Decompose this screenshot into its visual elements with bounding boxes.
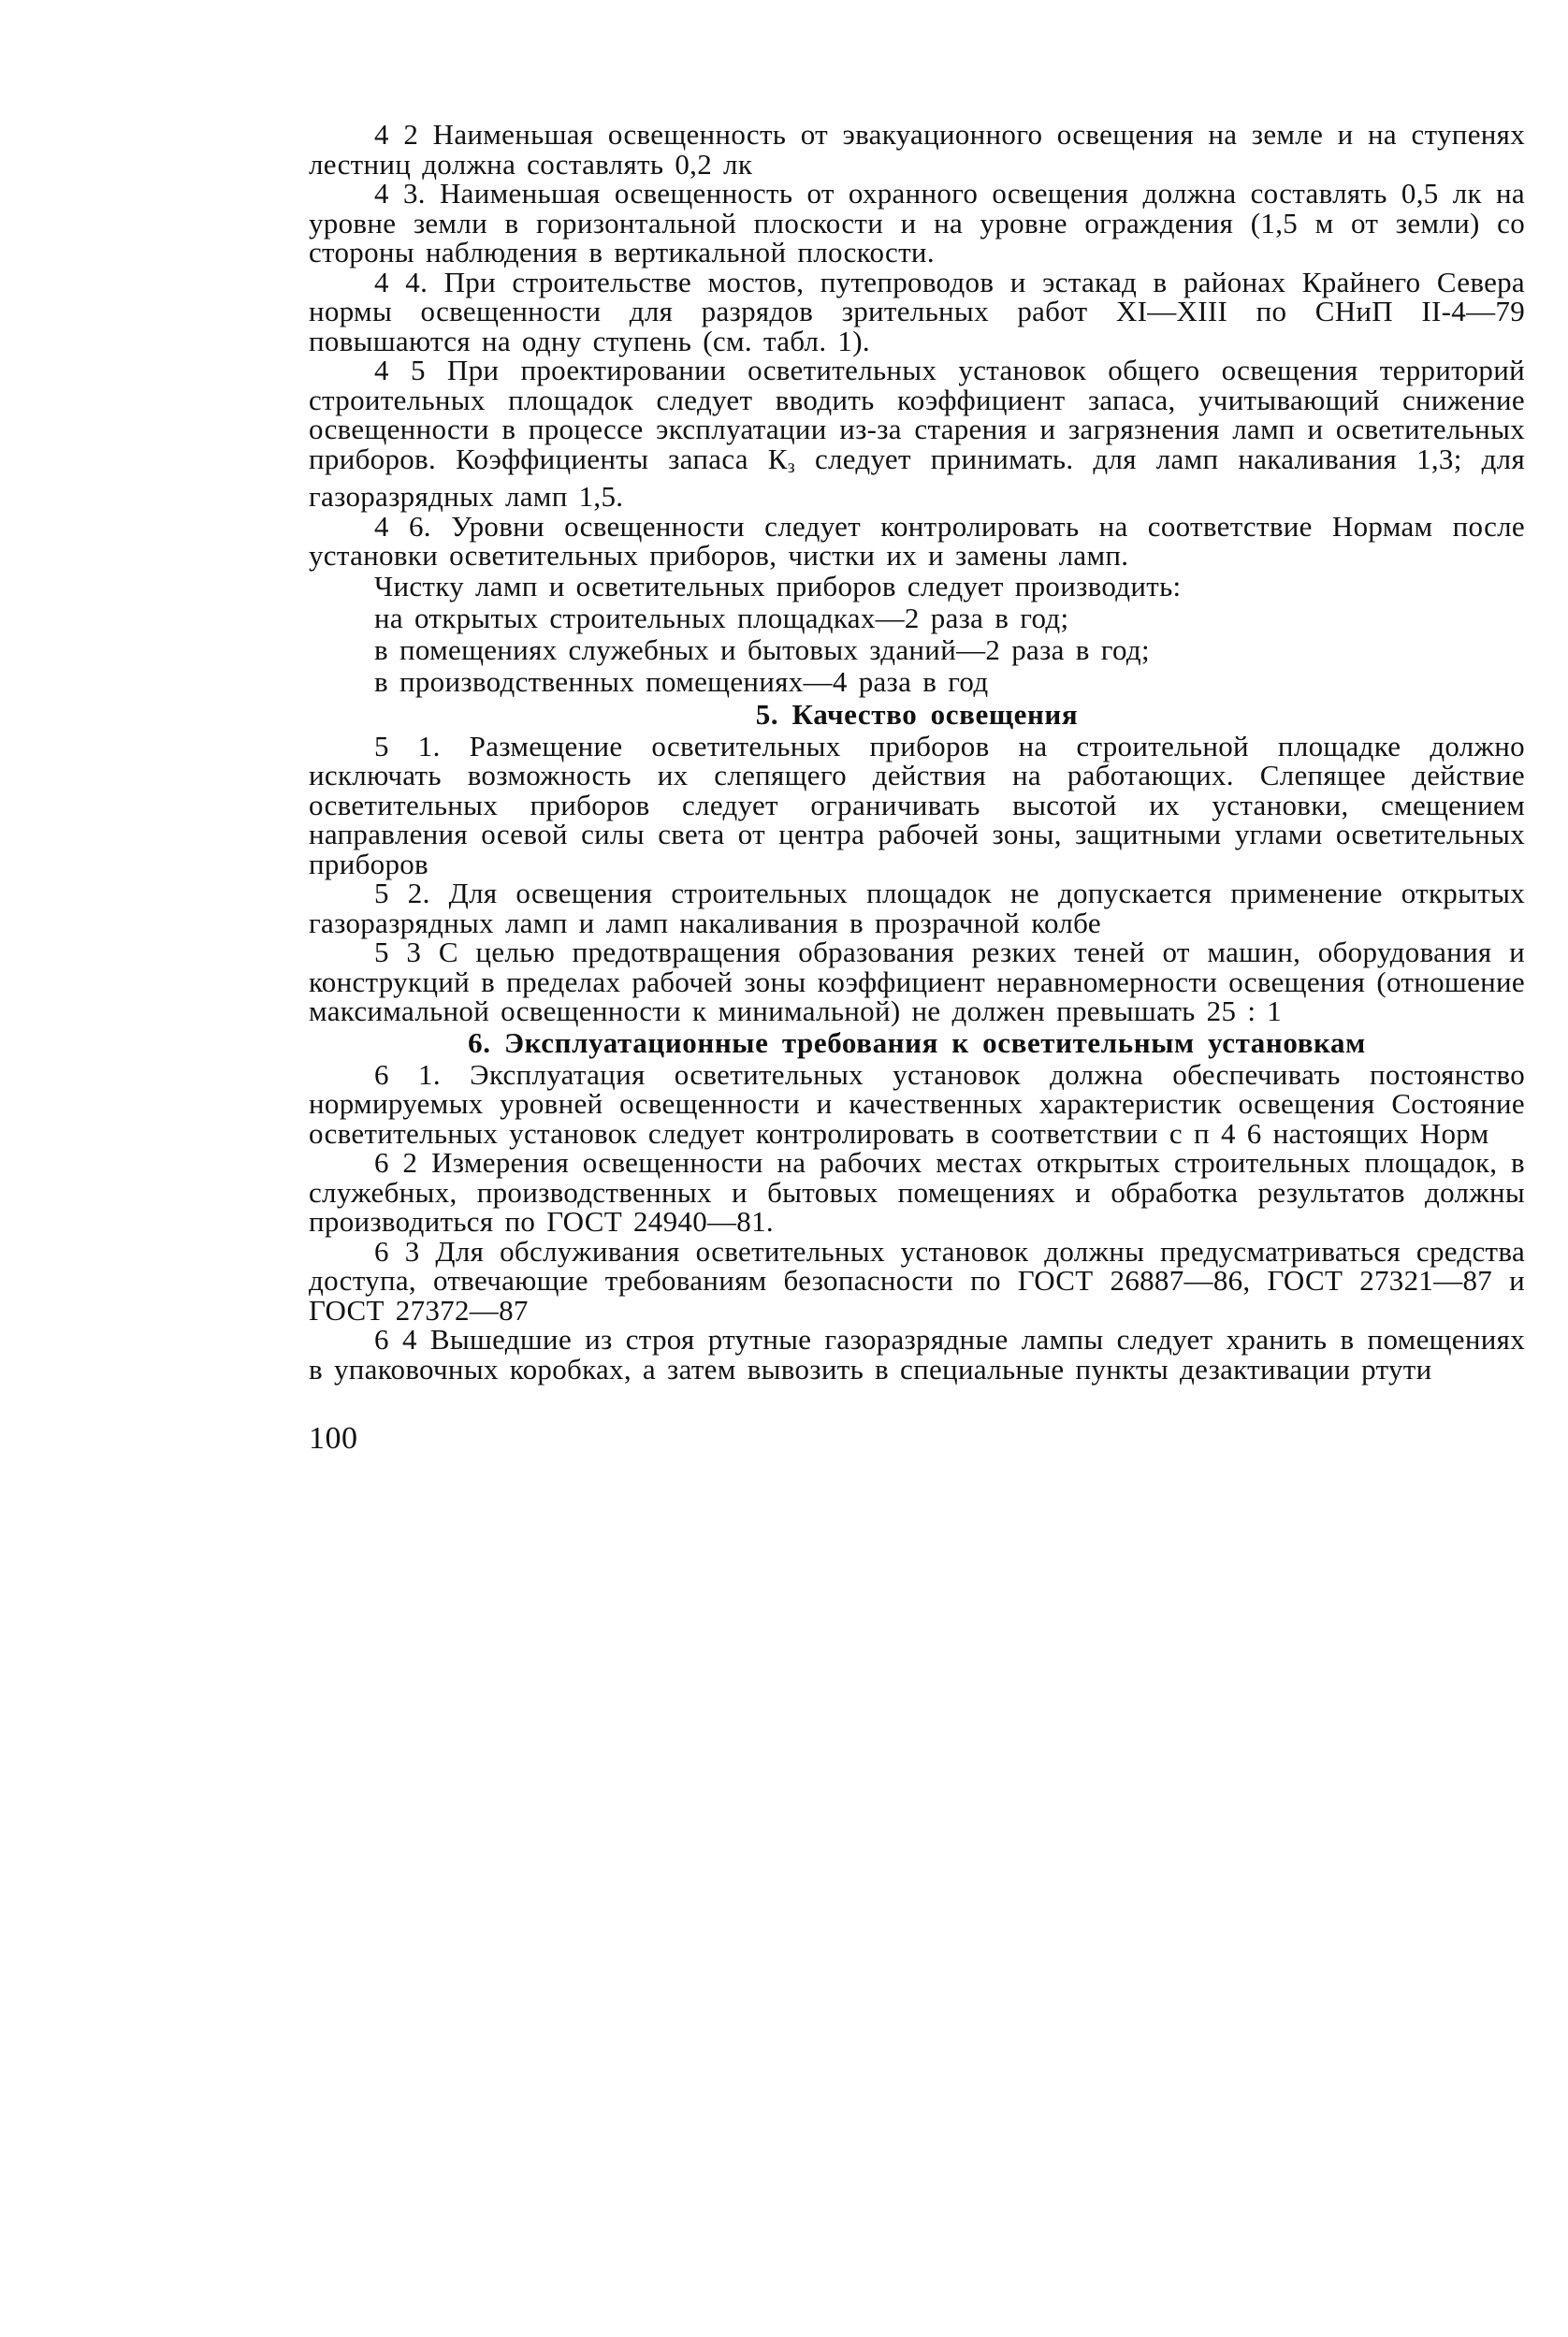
paragraph-6-2: 6 2 Измерения освещенности на рабочих местах открытых строительных площадок, в служебных, производственных и бытовых помещениях и обработка результатов должны производиться по ГОСТ 24940—81. (309, 1146, 1525, 1238)
paragraph-4-2: 4 2 Наименьшая освещенность от эвакуационного освещения на земле и на ступенях лестниц должна составлять 0,2 лк (309, 118, 1525, 181)
paragraph-5-1: 5 1. Размещение осветительных приборов на строительной площадке должно исключать возможность их слепящего действия на работающих. Слепящее действие осветительных приборов следует ограничивать высотой их установки, смещением направления осевой силы света от центра рабочей зоны, защитными углами осветительных приборов (309, 729, 1525, 880)
document-page (309, 120, 1525, 1455)
section-5-title: 5. Качество освещения (755, 697, 1079, 731)
cleaning-intro: Чистку ламп и осветительных приборов следует производить: (374, 569, 1182, 602)
paragraph-4-5 (309, 356, 1525, 512)
paragraph-4-5-text: 4 5 При проектировании осветительных установок общего освещения территорий строительных площадок следует вводить коэффициент запаса, учитывающий снижение освещенности в процессе эксплуатации из-за старения и загрязнения ламп и осветительных приборов. Коэффициенты запаса К (309, 354, 1525, 475)
paragraph-4-5-text-end: следует принимать. для ламп накаливания 1,3; для газоразрядных ламп 1,5. (309, 442, 1525, 513)
paragraph-6-1: 6 1. Эксплуатация осветительных установок должна обеспечивать постоянство нормируемых уровней освещенности и качественных характеристик освещения Состояние осветительных установок следует контролировать в соответствии с п 4 6 настоящих Норм (309, 1057, 1525, 1150)
paragraph-4-6: 4 6. Уровни освещенности следует контролировать на соответствие Нормам после установки осветительных приборов, чистки их и замены ламп. (309, 509, 1525, 572)
cleaning-item: на открытых строительных площадках—2 раза в год; (374, 601, 1069, 634)
paragraph-5-2: 5 2. Для освещения строительных площадок не допускается применение открытых газоразрядных ламп и ламп накаливания в прозрачной колбе (309, 877, 1525, 939)
subscript-z: з (787, 456, 795, 477)
paragraph-6-3: 6 3 Для обслуживания осветительных установок должны предусматриваться средства доступа, отвечающие требованиям безопасности по ГОСТ 26887—86, ГОСТ 27321—87 и ГОСТ 27372—87 (309, 1234, 1525, 1327)
section-6-title: 6. Эксплуатационные требования к осветительным установкам (468, 1025, 1366, 1059)
cleaning-item: в производственных помещениях—4 раза в год (374, 664, 989, 698)
paragraph-4-4: 4 4. При строительстве мостов, путепроводов и эстакад в районах Крайнего Севера нормы освещенности для разрядов зрительных работ XI—XIII по СНиП II-4—79 повышаются на одну ступень (см. табл. 1). (309, 265, 1525, 357)
cleaning-item: в помещениях служебных и бытовых зданий—2 раза в год; (374, 632, 1150, 666)
page-number: 100 (309, 1421, 358, 1456)
paragraph-5-3: 5 3 С целью предотвращения образования резких теней от машин, оборудования и конструкций в пределах рабочей зоны коэффициент неравномерности освещения (отношение максимальной освещенности к минимальной) не должен превышать 25 : 1 (309, 936, 1525, 1027)
paragraph-6-4: 6 4 Вышедшие из строя ртутные газоразрядные лампы следует хранить в помещениях в упаковочных коробках, а затем вывозить в специальные пункты дезактивации ртути (309, 1323, 1525, 1386)
paragraph-4-3: 4 3. Наименьшая освещенность от охранного освещения должна составлять 0,5 лк на уровне земли в горизонтальной плоскости и на уровне ограждения (1,5 м от земли) со стороны наблюдения в вертикальной плоскости. (309, 177, 1525, 269)
